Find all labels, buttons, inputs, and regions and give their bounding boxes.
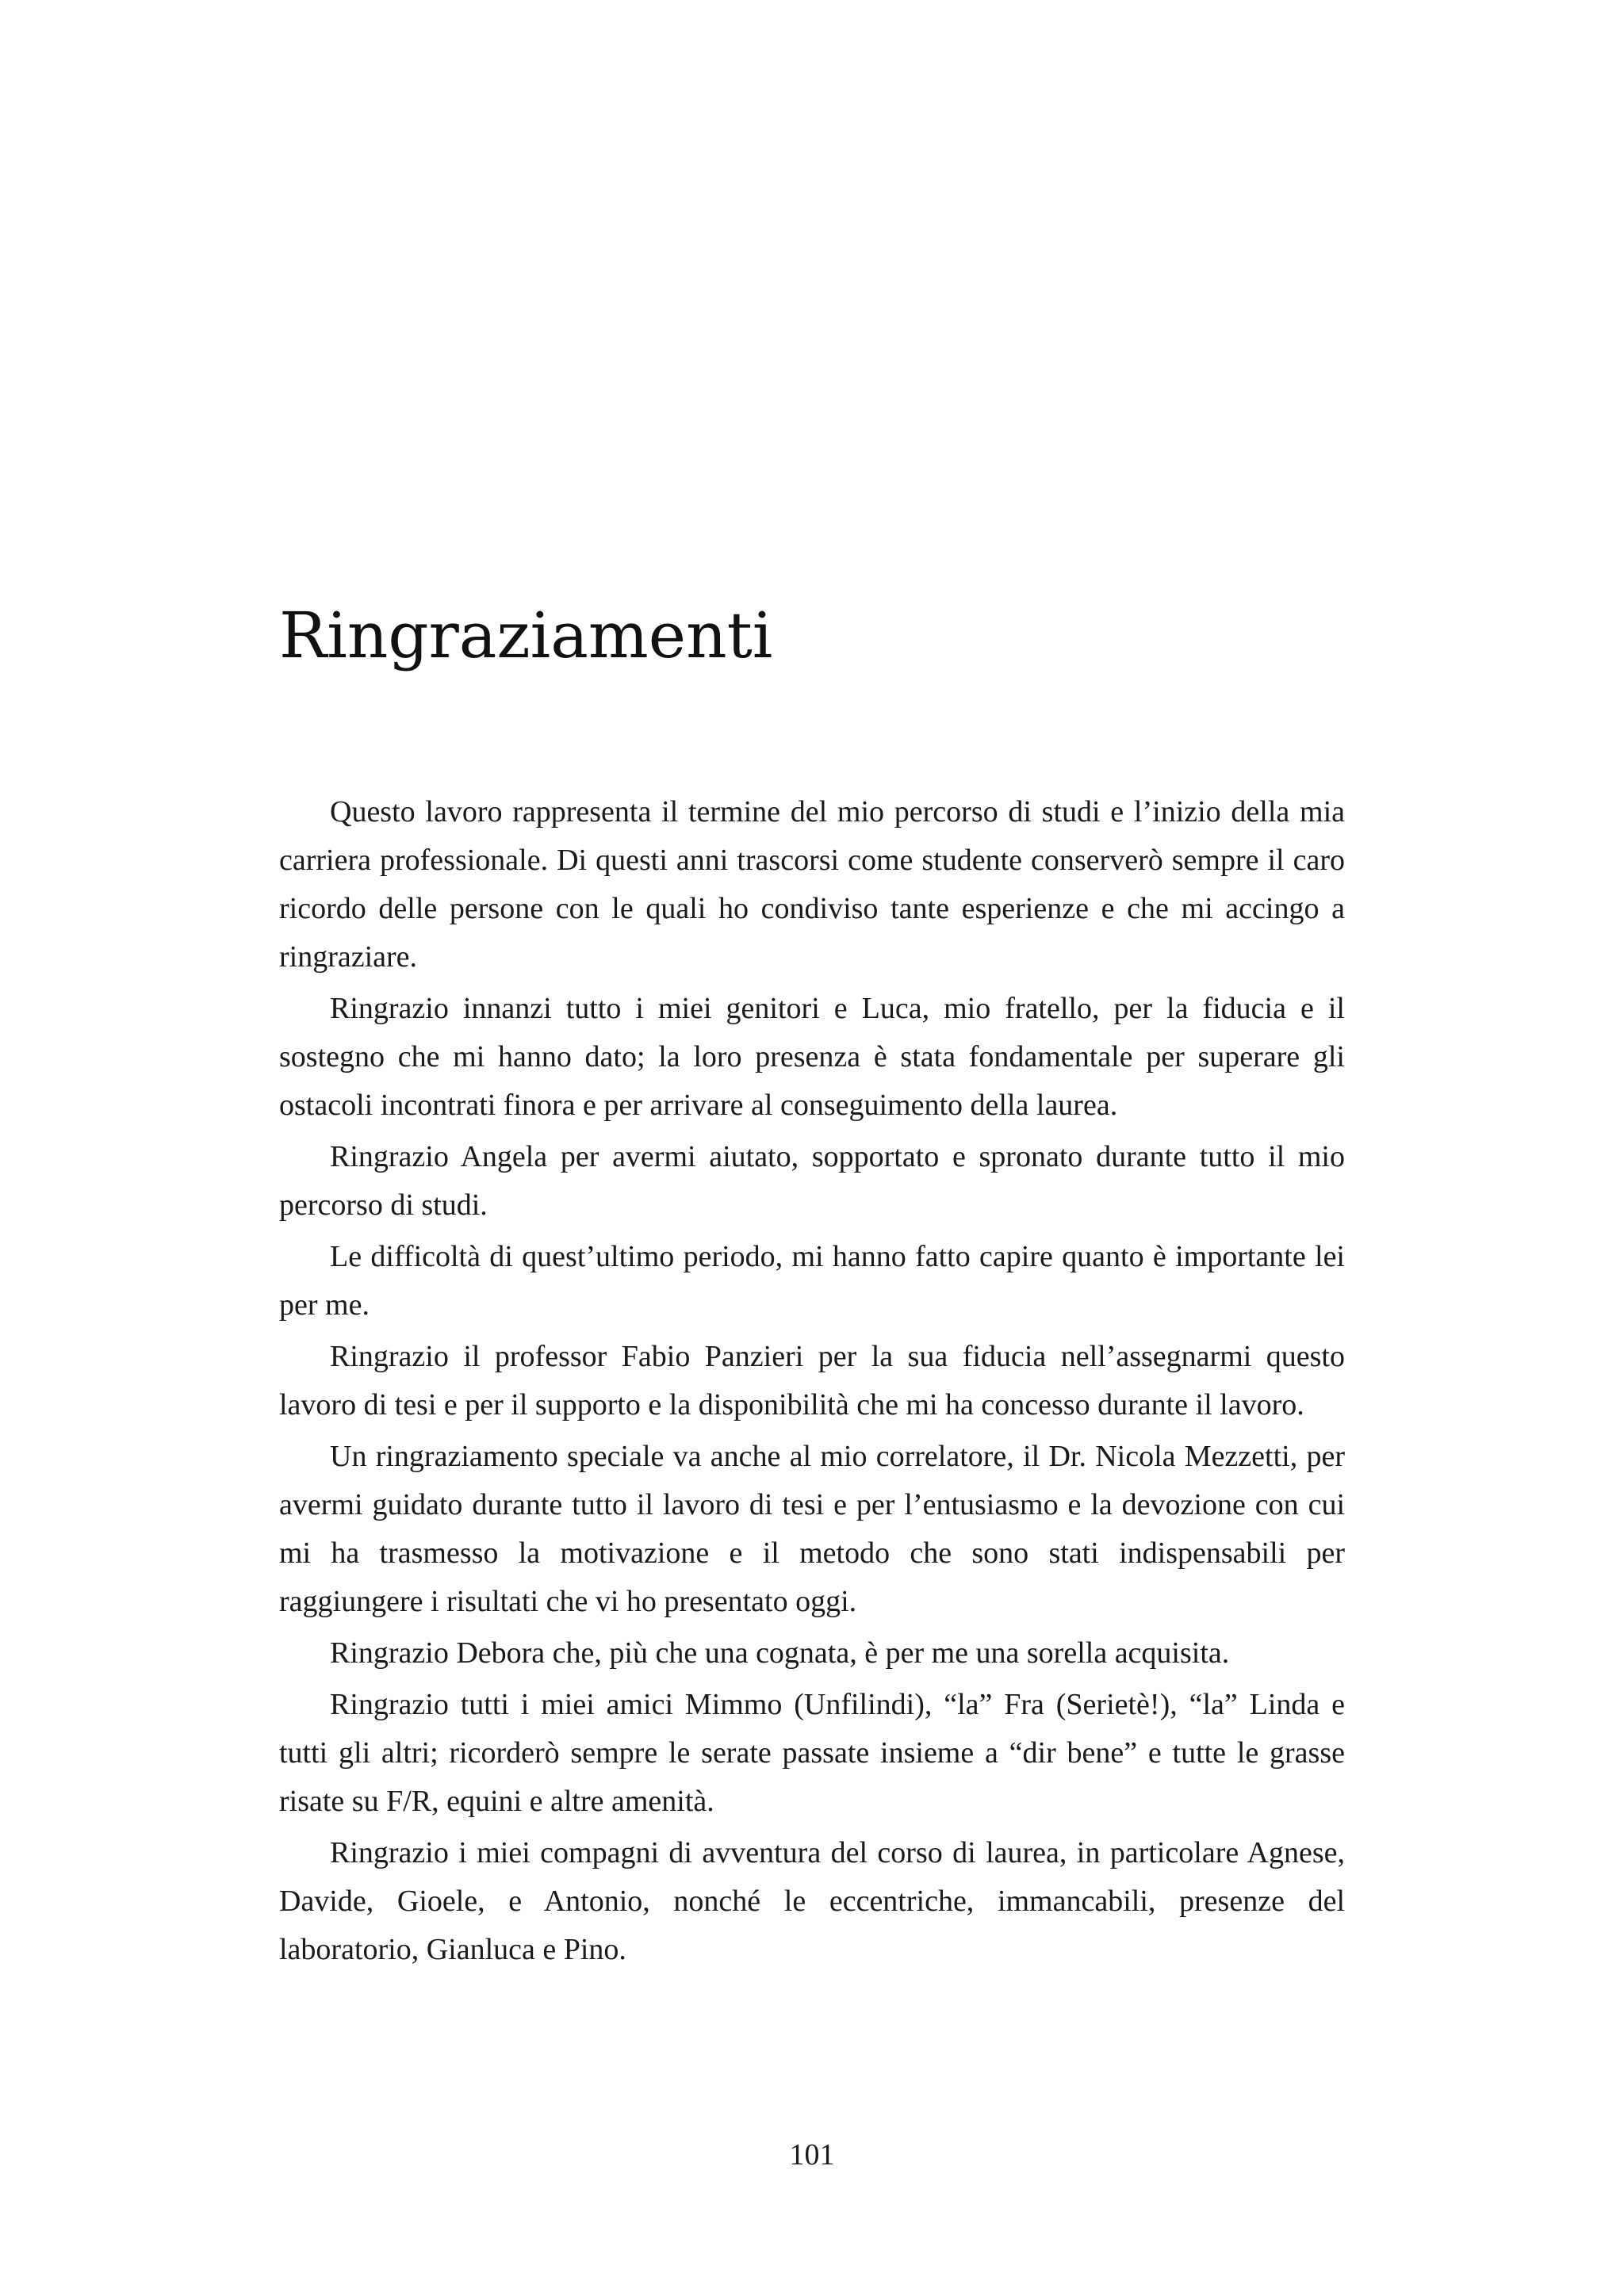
paragraph: Le difficoltà di quest’ultimo periodo, mi hanno fatto capire quanto è importante lei per me. xyxy=(279,1240,1345,1322)
paragraph: Ringrazio il professor Fabio Panzieri per la sua fiducia nell’assegnarmi questo lavoro di tesi e per il supporto e la disponibilità che mi ha concesso durante il lavoro. xyxy=(279,1340,1345,1422)
paragraph: Ringrazio Debora che, più che una cognata, è per me una sorella acquisita. xyxy=(330,1636,1230,1670)
paragraph: Ringrazio tutti i miei amici Mimmo (Unfilindi), “la” Fra (Serietè!), “la” Linda e tutti gli altri; ricorderò sempre le serate passate insieme a “dir bene” e tutte le grasse risate su F/R, equini e altre amenità. xyxy=(279,1688,1345,1818)
paragraph: Ringrazio Angela per avermi aiutato, sopportato e spronato durante tutto il mio percorso di studi. xyxy=(279,1140,1345,1222)
chapter-title: Ringraziamenti xyxy=(279,599,773,672)
paragraph: Ringrazio i miei compagni di avventura del corso di laurea, in particolare Agnese, Davide, Gioele, e Antonio, nonché le eccentriche, immancabili, presenze del laboratorio, Gianluca e Pino. xyxy=(279,1836,1345,1966)
paragraph: Un ringraziamento speciale va anche al mio correlatore, il Dr. Nicola Mezzetti, per avermi guidato durante tutto il lavoro di tesi e per l’entusiasmo e la devozione con cui mi ha trasmesso la motivazione e il metodo che sono stati indispensabili per raggiungere i risultati che vi ho presentato oggi. xyxy=(279,1440,1345,1618)
page-number: 101 xyxy=(789,2138,835,2172)
paragraph: Questo lavoro rappresenta il termine del mio percorso di studi e l’inizio della mia carriera professionale. Di questi anni trascorsi come studente conserverò sempre il caro ricordo delle persone con le quali ho condiviso tante esperienze e che mi accingo a ringraziare. xyxy=(279,795,1345,974)
paragraph: Ringrazio innanzi tutto i miei genitori e Luca, mio fratello, per la fiducia e il sostegno che mi hanno dato; la loro presenza è stata fondamentale per superare gli ostacoli incontrati finora e per arrivare al conseguimento della laurea. xyxy=(279,992,1345,1122)
acknowledgements-body xyxy=(279,788,1345,1977)
